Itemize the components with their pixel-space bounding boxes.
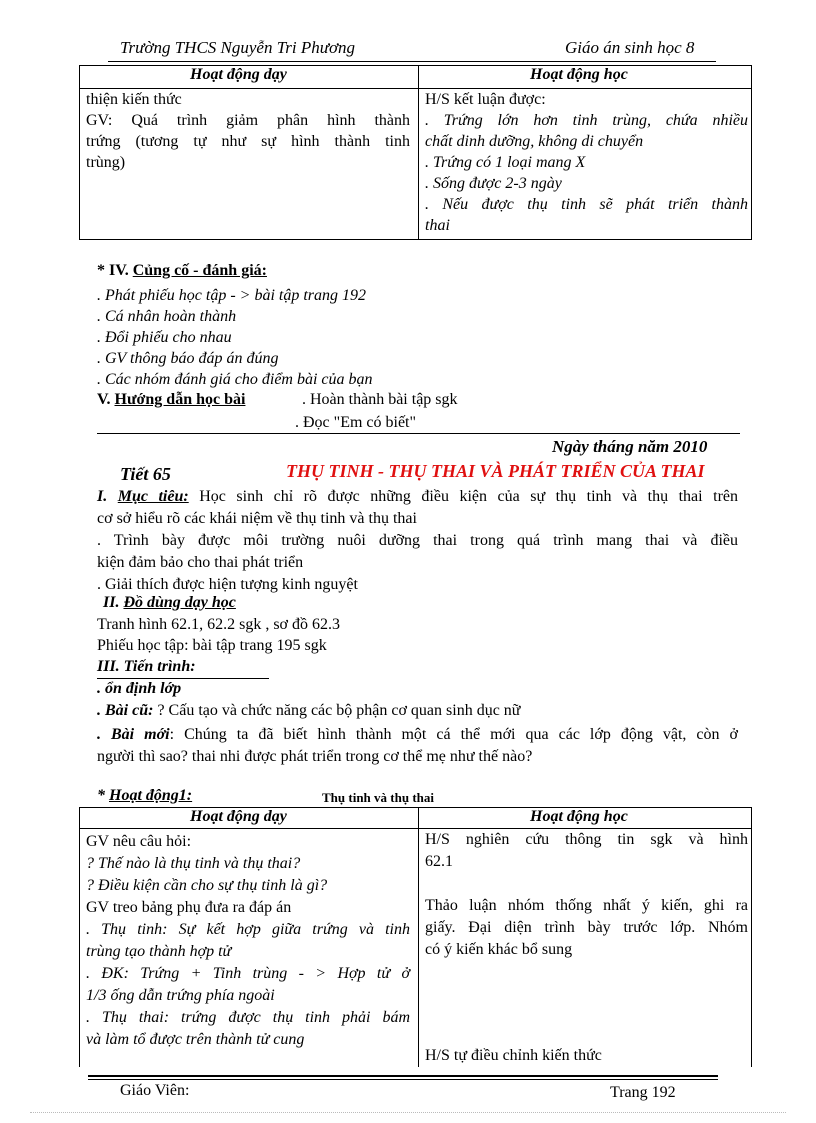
table2-student-line: H/S nghiên cứu thông tin sgk và hình [425, 831, 748, 848]
table2-teacher-line: và làm tổ được trên thành tử cung [86, 1031, 305, 1048]
section-iv-list [97, 285, 373, 390]
process-new-text: người thì sao? thai nhi được phát triển trong cơ thể mẹ như thế nào? [97, 748, 533, 765]
table1-student-line: H/S kết luận được: [425, 91, 546, 108]
activity1-heading [97, 787, 192, 805]
activity1-topic: Thụ tinh và thụ thai [322, 790, 434, 805]
footer-rule [88, 1075, 718, 1077]
objectives-label: Mục tiêu: [117, 488, 189, 505]
header-rule [108, 61, 716, 62]
table2-header-teacher: Hoạt động dạy [190, 808, 287, 825]
section-iv-heading: * IV. Củng cố - đánh giá: [97, 262, 267, 279]
table1-student-line: . Trứng có 1 loại mang X [425, 154, 586, 171]
process-stabilize: . ổn định lớp [97, 680, 182, 697]
process-new-text: : Chúng ta đã biết hình thành một cá thể mới qua các lớp động vật, còn ở [169, 726, 738, 743]
materials-roman: II. [103, 594, 120, 611]
table2-student-line: có ý kiến khác bổ sung [425, 941, 573, 958]
process-heading: III. Tiến trình: [97, 658, 196, 675]
objectives-roman: I. [97, 488, 108, 505]
header-subject: Giáo án sinh học 8 [565, 38, 695, 57]
section-v-heading [97, 391, 245, 409]
activity1-prefix: * [97, 787, 105, 804]
section-iv-item: . Các nhóm đánh giá cho điểm bài của bạn [97, 371, 373, 388]
footer-rule-thin [88, 1079, 718, 1080]
table1-student-line: . Trứng lớn hơn tinh trùng, chứa nhiều [425, 112, 748, 129]
section-v-item: . Hoàn thành bài tập sgk [302, 391, 458, 408]
table2-student-line: giấy. Đại diện trình bày trước lớp. Nhóm [425, 919, 748, 936]
materials-heading [103, 594, 236, 612]
process-old-lesson [97, 702, 520, 720]
table2-header-student: Hoạt động học [530, 808, 628, 825]
table2-student-line: Thảo luận nhóm thống nhất ý kiến, ghi ra [425, 897, 748, 914]
lesson-number: Tiết 65 [120, 464, 171, 484]
process-old-text: ? Cấu tạo và chức năng các bộ phận cơ quan sinh dục nữ [157, 702, 521, 719]
materials-label: Đồ dùng dạy học [123, 594, 236, 611]
table1-teacher-line: trứng (tương tự như sự hình thành tinh [86, 133, 410, 150]
table2-teacher-line: ? Thế nào là thụ tinh và thụ thai? [86, 855, 301, 872]
footer-page: Trang 192 [610, 1084, 676, 1101]
table1-teacher-line: thiện kiến thức [86, 91, 182, 108]
activity1-label: Hoạt động1: [109, 787, 193, 804]
table1-teacher-line: trùng) [86, 154, 126, 171]
table1-student-line: chất dinh dưỡng, không di chuyển [425, 133, 644, 150]
objectives-line: . Trình bày được môi trường nuôi dưỡng thai trong quá trình mang thai và điều [97, 532, 738, 549]
section-iv-item: . GV thông báo đáp án đúng [97, 350, 279, 367]
divider [97, 433, 740, 434]
table2-teacher-line: 1/3 ống dẫn trứng phía ngoài [86, 987, 275, 1004]
table2-student-line: 62.1 [425, 853, 453, 870]
table2-teacher-line: trùng tạo thành hợp tử [86, 943, 232, 960]
section-iv-prefix: * IV [97, 262, 125, 279]
table1-teacher-line: GV: Quá trình giảm phân hình thành [86, 112, 410, 129]
table1-student-line: . Nếu được thụ tinh sẽ phát triển thành [425, 196, 748, 213]
page-edge-dots [30, 1112, 786, 1113]
process-old-label: . Bài cũ: [97, 702, 154, 719]
table2-teacher-line: GV treo bảng phụ đưa ra đáp án [86, 899, 292, 916]
section-iv-item: . Đổi phiếu cho nhau [97, 329, 232, 346]
process-underline [97, 678, 269, 679]
section-iv-title: Củng cố - đánh giá: [132, 262, 267, 279]
table1-header-teacher: Hoạt động dạy [190, 66, 287, 83]
objectives-line: kiện đảm bảo cho thai phát triển [97, 554, 304, 571]
materials-line: Tranh hình 62.1, 62.2 sgk , sơ đồ 62.3 [97, 616, 340, 633]
date-line: Ngày tháng năm 2010 [552, 437, 708, 456]
materials-line: Phiếu học tập: bài tập trang 195 sgk [97, 637, 327, 654]
objectives-block [97, 486, 738, 596]
section-v-item: . Đọc "Em có biết" [295, 414, 417, 431]
table1-header-student: Hoạt động học [530, 66, 628, 83]
lesson-title: THỤ TINH - THỤ THAI VÀ PHÁT TRIỂN CỦA THAI [286, 461, 705, 481]
table1-student-line: . Sống được 2-3 ngày [425, 175, 562, 192]
table2-teacher-line: ? Điều kiện cần cho sự thụ tinh là gì? [86, 877, 328, 894]
process-new-label: . Bài mới [97, 726, 170, 743]
section-iv-item: . Cá nhân hoàn thành [97, 308, 237, 325]
section-v-title: Hướng dẫn học bài [114, 391, 246, 408]
process-new-lesson [97, 724, 738, 768]
header-school: Trường THCS Nguyễn Tri Phương [120, 38, 356, 57]
section-iv-item: . Phát phiếu học tập - > bài tập trang 192 [97, 287, 366, 304]
table2-teacher-line: GV nêu câu hỏi: [86, 833, 192, 850]
table1-student-line: thai [425, 217, 450, 234]
table2-teacher-line: . ĐK: Trứng + Tinh trùng - > Hợp tử ở [86, 965, 410, 982]
table2-teacher-line: . Thụ thai: trứng được thụ tinh phải bám [86, 1009, 410, 1026]
table2-teacher-line: . Thụ tinh: Sự kết hợp giữa trứng và tinh [86, 921, 410, 938]
objectives-line: cơ sở hiểu rõ các khái niệm về thụ tinh và thụ thai [97, 510, 417, 527]
table2-student-line: H/S tự điều chỉnh kiến thức [425, 1047, 602, 1064]
objectives-line: . Giải thích được hiện tượng kinh nguyệt [97, 576, 358, 593]
objectives-line: Học sinh chỉ rõ được những điều kiện của sự thụ tinh và thụ thai trên [199, 488, 738, 505]
section-v-prefix: V. [97, 391, 111, 408]
footer-teacher: Giáo Viên: [120, 1082, 190, 1099]
